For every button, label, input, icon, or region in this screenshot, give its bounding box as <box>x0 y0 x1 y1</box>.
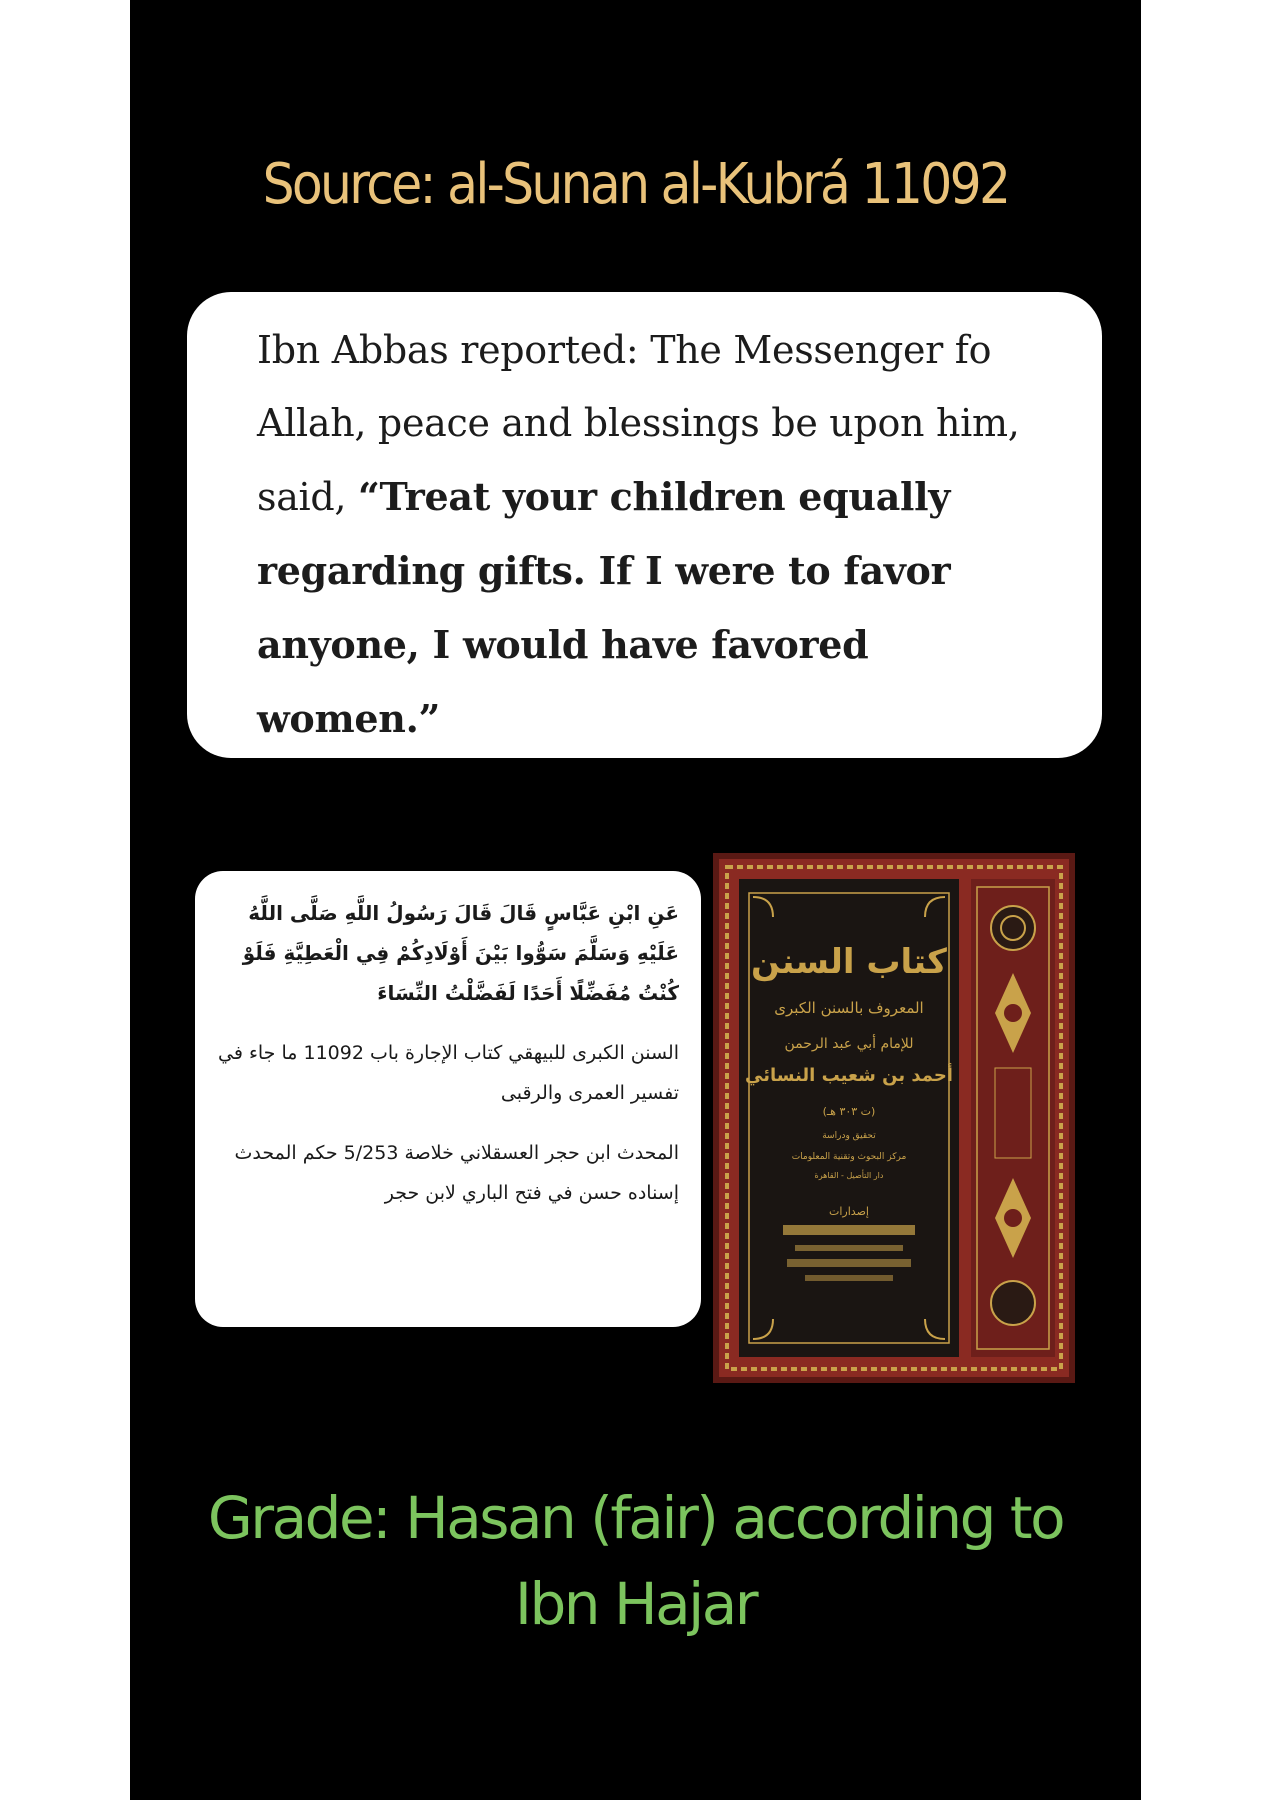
book-emblem-top <box>991 906 1035 950</box>
book-author-line1: للإمام أبي عبد الرحمن <box>784 1036 914 1052</box>
source-title: Source: al-Sunan al-Kubrá 11092 <box>262 152 1009 217</box>
book-lower-band-3 <box>787 1259 911 1267</box>
book-author-line2: أحمد بن شعيب النسائي <box>745 1065 953 1086</box>
quote-card <box>187 292 1102 758</box>
book-cover-image <box>713 853 1075 1383</box>
grade-line-2: Ibn Hajar <box>514 1570 757 1638</box>
arabic-grade: المحدث ابن حجر العسقلاني خلاصة 5/253 حكم المحدث إسناده حسن في فتح الباري لابن حجر <box>234 1142 679 1204</box>
book-lower-band-1 <box>783 1225 915 1235</box>
quote-plain: Ibn Abbas reported: The Messenger fo Allah, peace and blessings be upon him, said, <box>257 328 1020 519</box>
book-lower-band-2 <box>795 1245 903 1251</box>
book-editing: تحقيق ودراسة <box>822 1131 876 1141</box>
book-center: مركز البحوث وتقنية المعلومات <box>791 1152 907 1162</box>
book-lower-band-4 <box>805 1275 893 1281</box>
grade-text <box>130 1475 1141 1647</box>
book-title: كتاب السنن <box>751 942 947 982</box>
book-spine-ornament-1-center <box>1004 1004 1022 1022</box>
book-publisher: دار التأصيل - القاهرة <box>814 1171 884 1180</box>
book-date: (ت ٣٠٣ هـ) <box>822 1105 876 1118</box>
quote-bold: “Treat your children equally regarding gifts. If I were to favor anyone, I would have favored women.” <box>257 474 951 741</box>
arabic-reference: السنن الكبرى للبيهقي كتاب الإجارة باب 11092 ما جاء في تفسير العمرى والرقبى <box>218 1042 679 1104</box>
quote-text <box>257 314 1044 756</box>
book-publisher-logo <box>991 1281 1035 1325</box>
grade-line-1: Grade: Hasan (fair) according to <box>207 1484 1064 1552</box>
post-canvas <box>130 0 1141 1800</box>
book-subtitle: المعروف بالسنن الكبرى <box>774 999 924 1017</box>
book-releases: إصدارات <box>829 1205 869 1218</box>
book-spine-ornament-2-center <box>1004 1209 1022 1227</box>
arabic-card <box>195 871 701 1327</box>
arabic-hadith: عَنِ ابْنِ عَبَّاسٍ قَالَ قَالَ رَسُولُ اللَّهِ صَلَّى اللَّهُ عَلَيْهِ وَسَلَّمَ سَوُّوا بَيْنَ أَوْلَادِكُمْ فِي الْعَطِيَّةِ فَلَوْ كُنْتُ مُفَضِّلًا أَحَدًا لَفَضَّلْتُ النِّسَاءَ <box>242 901 679 1005</box>
